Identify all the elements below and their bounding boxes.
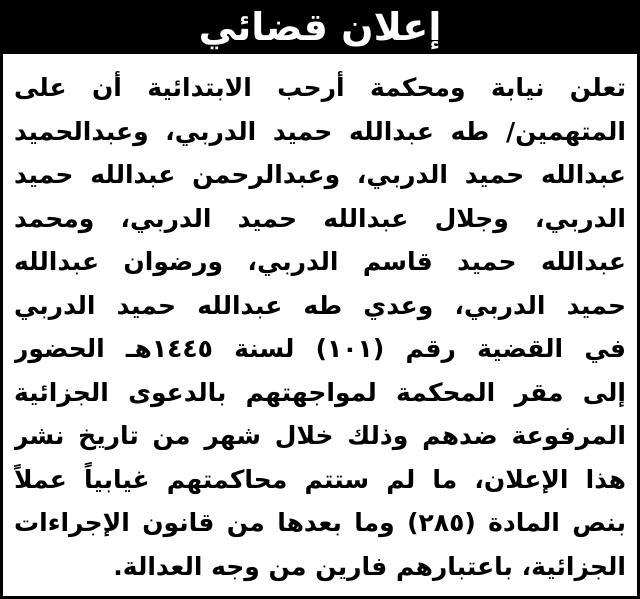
notice-line: حميد الدربي، وعدي طه عبدالله حميد الدربي (14, 290, 626, 320)
notice-line: المتهمين/ طه عبدالله حميد الدربي، وعبدالحميد (14, 116, 626, 146)
notice-line: المرفوعة ضدهم وذلك خلال شهر من تاريخ نشر (14, 421, 626, 450)
notice-line: عبدالله حميد قاسم الدربي، ورضوان عبدالله (14, 247, 626, 276)
notice-line: بنص المادة (٢٨٥) وما بعدها من قانون الإجراءات (14, 508, 626, 537)
notice-line: هذا الإعلان، ما لم ستتم محاكمتهم غيابياً عملاً (14, 464, 626, 494)
notice-body (14, 66, 626, 588)
notice-line: الدربي، وجلال عبدالله حميد الدربي، ومحمد (14, 203, 626, 233)
notice-line-last: الجزائية، باعتبارهم فارين من وجه العدالة. (113, 551, 626, 581)
notice-line: عبدالله حميد الدربي، وعبدالرحمن عبدالله حميد (14, 160, 626, 189)
notice-title: إعلان قضائي (198, 5, 442, 49)
notice-line: إلى مقر المحكمة لمواجهتهم بالدعوى الجزائية (14, 377, 626, 407)
notice-line: في القضية رقم (١٠١) لسنة ١٤٤٥هـ الحضور (14, 334, 626, 363)
notice-line: تعلن نيابة ومحكمة أرحب الابتدائية أن على (14, 73, 626, 102)
